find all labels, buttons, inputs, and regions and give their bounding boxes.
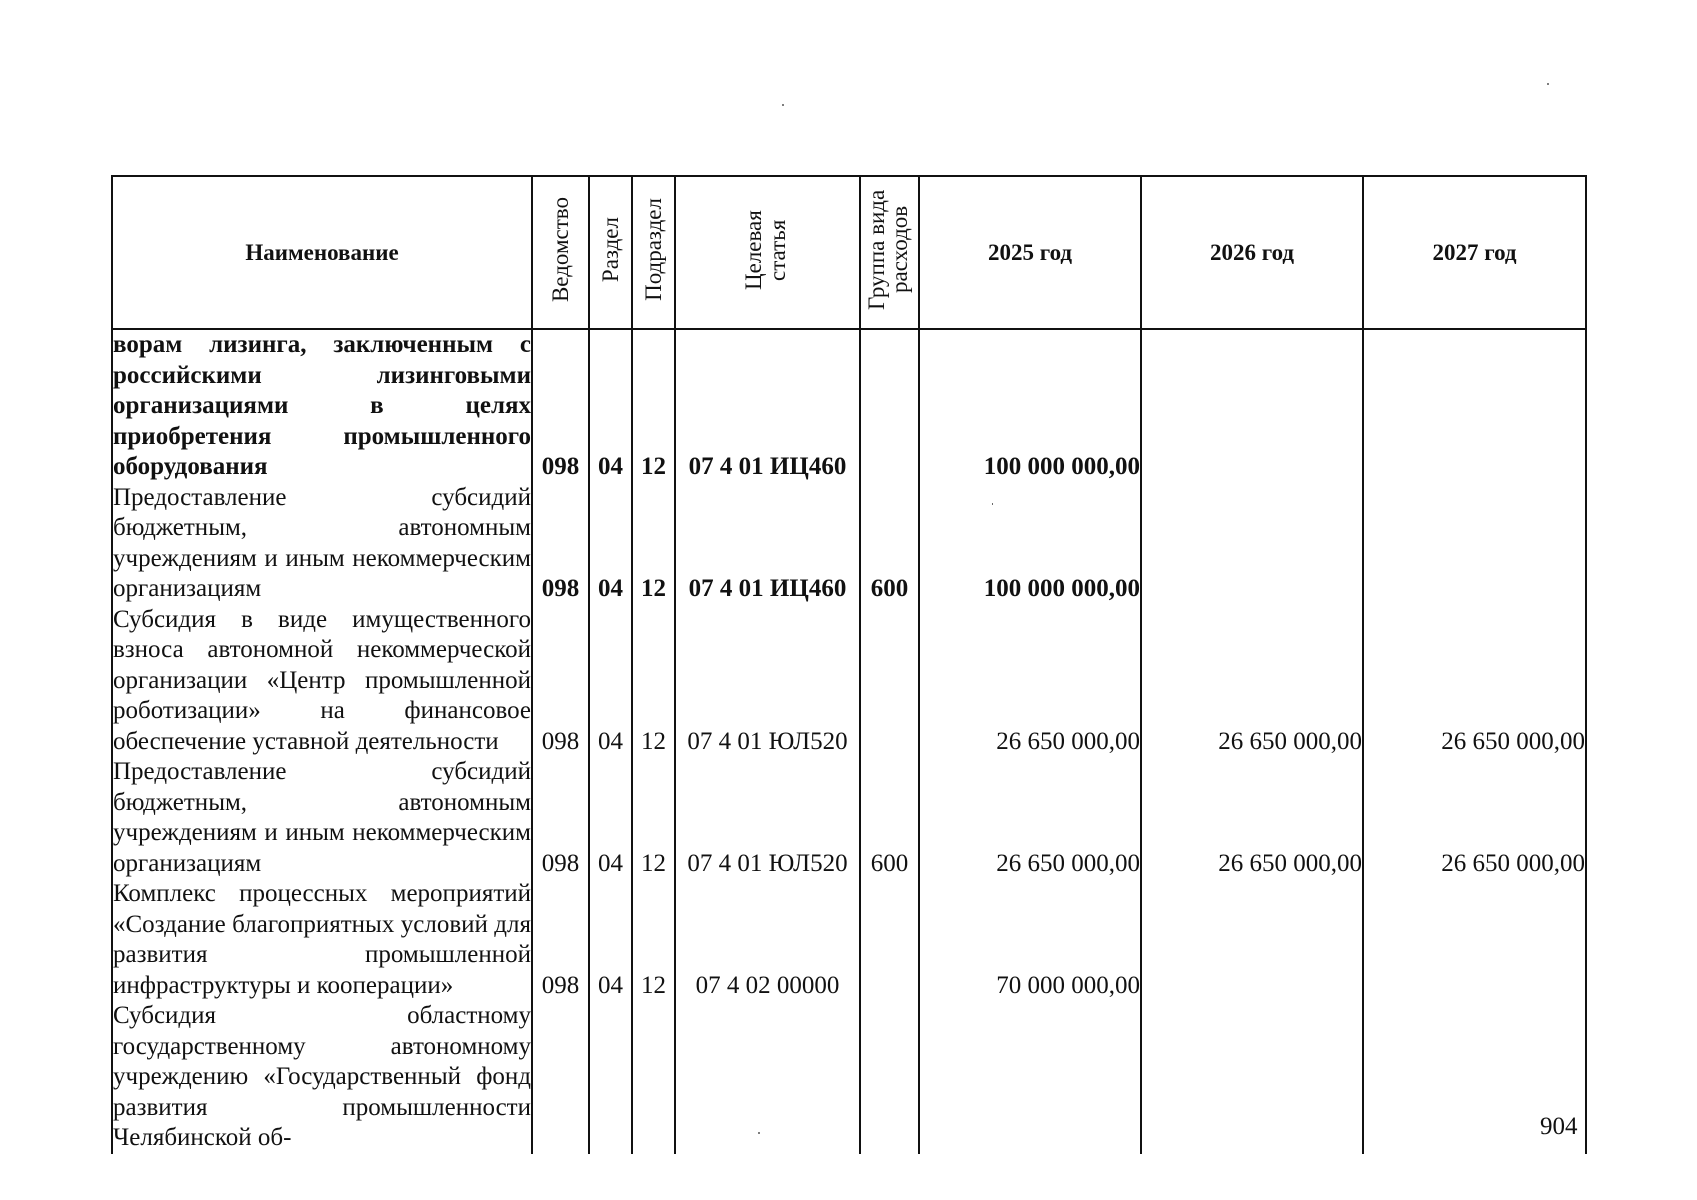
row-section: 04 [589, 605, 632, 758]
row-amount-2026: 26 650 000,00 [1141, 757, 1363, 879]
header-department: Ведомство [532, 176, 589, 329]
table-row [112, 1001, 1586, 1154]
row-target-article [675, 1001, 860, 1154]
row-target-article: 07 4 01 ИЦ460 [675, 483, 860, 605]
budget-table [111, 175, 1587, 1154]
row-section [589, 1001, 632, 1154]
row-name: Предоставление субсидий бюджетным, автономным учреждениям и иным некоммерческим организациям [112, 483, 532, 605]
row-department: 098 [532, 879, 589, 1001]
table-row [112, 757, 1586, 879]
row-amount-2025: 26 650 000,00 [919, 757, 1141, 879]
table-row [112, 329, 1586, 483]
row-subsection: 12 [632, 757, 675, 879]
row-amount-2027: 26 650 000,00 [1363, 605, 1586, 758]
row-target-article: 07 4 01 ЮЛ520 [675, 605, 860, 758]
table-row [112, 605, 1586, 758]
header-name: Наименование [112, 176, 532, 329]
row-expense-group: 600 [860, 757, 919, 879]
row-subsection: 12 [632, 483, 675, 605]
row-amount-2025 [919, 1001, 1141, 1154]
row-section: 04 [589, 757, 632, 879]
row-department: 098 [532, 757, 589, 879]
header-year-2025: 2025 год [919, 176, 1141, 329]
row-amount-2026 [1141, 483, 1363, 605]
row-name: Субсидия в виде имущественного взноса автономной некоммерческой организации «Центр промышленной роботизации» на финансовое обеспечение уставной деятельности [112, 605, 532, 758]
row-expense-group: 600 [860, 483, 919, 605]
row-amount-2025: 100 000 000,00 [919, 483, 1141, 605]
row-section: 04 [589, 329, 632, 483]
row-subsection [632, 1001, 675, 1154]
header-year-2027: 2027 год [1363, 176, 1586, 329]
row-expense-group [860, 879, 919, 1001]
row-amount-2027 [1363, 879, 1586, 1001]
row-amount-2025: 100 000 000,00 [919, 329, 1141, 483]
header-target-article: Целевая статья [675, 176, 860, 329]
row-name: Комплекс процессных мероприятий «Создание благоприятных условий для развития промышленной инфраструктуры и кооперации» [112, 879, 532, 1001]
row-expense-group [860, 329, 919, 483]
row-expense-group [860, 1001, 919, 1154]
row-name: Субсидия областному государственному автономному учреждению «Государственный фонд развития промышленности Челябинской об- [112, 1001, 532, 1154]
header-year-2026: 2026 год [1141, 176, 1363, 329]
page-number: 904 [1540, 1113, 1578, 1140]
row-amount-2026 [1141, 879, 1363, 1001]
row-target-article: 07 4 01 ЮЛ520 [675, 757, 860, 879]
row-amount-2027 [1363, 329, 1586, 483]
row-subsection: 12 [632, 879, 675, 1001]
row-amount-2026: 26 650 000,00 [1141, 605, 1363, 758]
header-section: Раздел [589, 176, 632, 329]
header-subsection: Подраздел [632, 176, 675, 329]
row-subsection: 12 [632, 605, 675, 758]
row-section: 04 [589, 483, 632, 605]
row-department: 098 [532, 605, 589, 758]
row-name: Предоставление субсидий бюджетным, автономным учреждениям и иным некоммерческим организациям [112, 757, 532, 879]
scan-speck [1547, 83, 1549, 85]
table-row [112, 483, 1586, 605]
table-header-row [112, 176, 1586, 329]
table-row [112, 879, 1586, 1001]
row-section: 04 [589, 879, 632, 1001]
row-department: 098 [532, 483, 589, 605]
row-amount-2025: 70 000 000,00 [919, 879, 1141, 1001]
row-subsection: 12 [632, 329, 675, 483]
header-expense-group: Группа вида расходов [860, 176, 919, 329]
row-target-article: 07 4 02 00000 [675, 879, 860, 1001]
row-amount-2027: 26 650 000,00 [1363, 757, 1586, 879]
row-department [532, 1001, 589, 1154]
row-amount-2027 [1363, 483, 1586, 605]
row-expense-group [860, 605, 919, 758]
row-target-article: 07 4 01 ИЦ460 [675, 329, 860, 483]
row-amount-2025: 26 650 000,00 [919, 605, 1141, 758]
row-department: 098 [532, 329, 589, 483]
row-amount-2026 [1141, 329, 1363, 483]
row-amount-2026 [1141, 1001, 1363, 1154]
row-name: ворам лизинга, заключенным с российскими лизинговыми организациями в целях приобретения промышленного оборудования [112, 329, 532, 483]
scan-speck [782, 104, 784, 106]
